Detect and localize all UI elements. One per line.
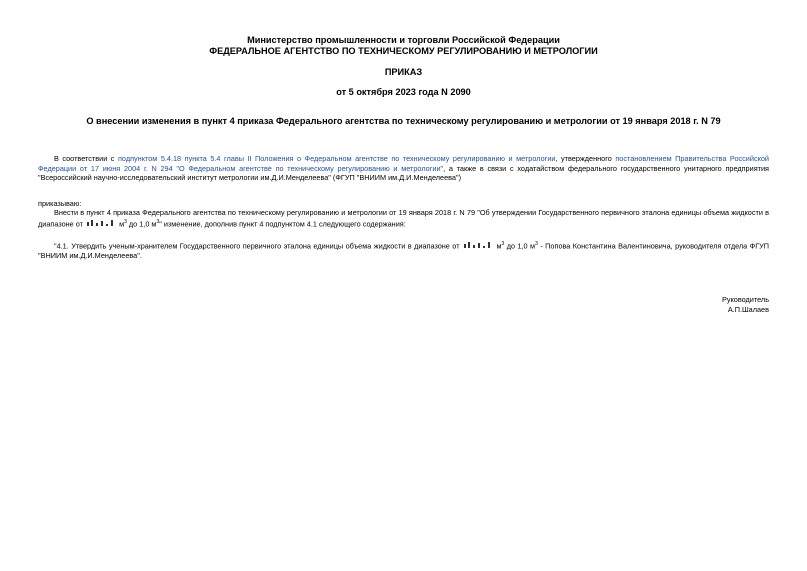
clause-unit: м xyxy=(119,219,125,229)
signatory-position: Руководитель xyxy=(721,295,769,304)
document-title: О внесении изменения в пункт 4 приказа Федерального агентства по техническому регулированию и метрологии от 19 января 2018 г. N 79 xyxy=(86,116,721,126)
subclause-paragraph: "4.1. Утвердить ученым-хранителем Государственного первичного эталона единицы объема жидкости в диапазоне от $м^3$ до 1,0 $м^3$ - Попова Константина Валентиновича, руководителя отдела ФГУП "ВНИИМ им.Д.И.Менделеева". xyxy=(38,241,770,261)
order-word: приказываю: xyxy=(38,199,82,208)
formula-range-lower-image-2 xyxy=(464,241,492,248)
document-date-number: от 5 октября 2023 года N 2090 xyxy=(336,87,471,97)
clause-paragraph: Внести в пункт 4 приказа Федерального агентства по техническому регулированию и метрологии от 19 января 2018 г. N 79 "Об утверждении Государственного первичного эталона единицы объема жидкости в диапазоне от $м^3$ до 1,0 $м^3$" изменение, дополнив пункт 4 подпунктом 4.1 следующего содержания: xyxy=(38,208,769,229)
clause-text-1: Внести в пункт 4 приказа Федерального агентства по техническому регулированию и метрологии от 19 января 2018 г. N 79 "Об утверждении Государственного первичного эталона единицы объема жидкости в диапазоне от xyxy=(38,208,769,229)
preamble-text-3: , а также в связи с ходатайством федерального государственного унитарного предприятия "Всероссийский научно-исследовательский институт метрологии им.Д.И.Менделеева" (ФГУП "ВНИИМ им.Д.И.Менделеева") xyxy=(38,163,770,183)
preamble-paragraph xyxy=(38,154,769,183)
government-decree-link[interactable]: постановлением Правительства Российской Федерации от 17 июня 2004 г. N 294 "О Федеральном агентстве по техническому регулированию и метрологии" xyxy=(38,154,770,173)
regulation-link[interactable]: подпунктом 5.4.18 пункта 5.4 главы II Положения о Федеральном агентстве по техническому регулированию и метрологии xyxy=(117,154,556,163)
preamble-text-1: В соответствии с xyxy=(54,154,118,163)
subclause-text-4: - Попова Константина Валентиновича, руководителя отдела ФГУП "ВНИИМ им.Д.И.Менделеева". xyxy=(38,241,770,261)
signatory-name: А.П.Шалаев xyxy=(727,305,769,314)
signature-block xyxy=(722,295,769,315)
subclause-unit: м xyxy=(496,241,502,251)
ministry-name: Министерство промышленности и торговли Российской Федерации xyxy=(247,35,560,45)
clause-text-4: " изменение, дополнив пункт 4 подпунктом 4.1 следующего содержания: xyxy=(159,219,406,229)
formula-range-lower-image xyxy=(87,219,115,226)
clause-text-3: до 1,0 м xyxy=(128,219,157,229)
subclause-text-1: "4.1. Утвердить ученым-хранителем Государственного первичного эталона единицы объема жидкости в диапазоне от xyxy=(54,241,460,251)
subclause-text-3: до 1,0 м xyxy=(506,241,536,251)
document-type: ПРИКАЗ xyxy=(384,67,423,77)
preamble-text-2: , утвержденного xyxy=(555,154,616,163)
agency-name: ФЕДЕРАЛЬНОЕ АГЕНТСТВО ПО ТЕХНИЧЕСКОМУ РЕГУЛИРОВАНИЮ И МЕТРОЛОГИИ xyxy=(209,46,598,56)
